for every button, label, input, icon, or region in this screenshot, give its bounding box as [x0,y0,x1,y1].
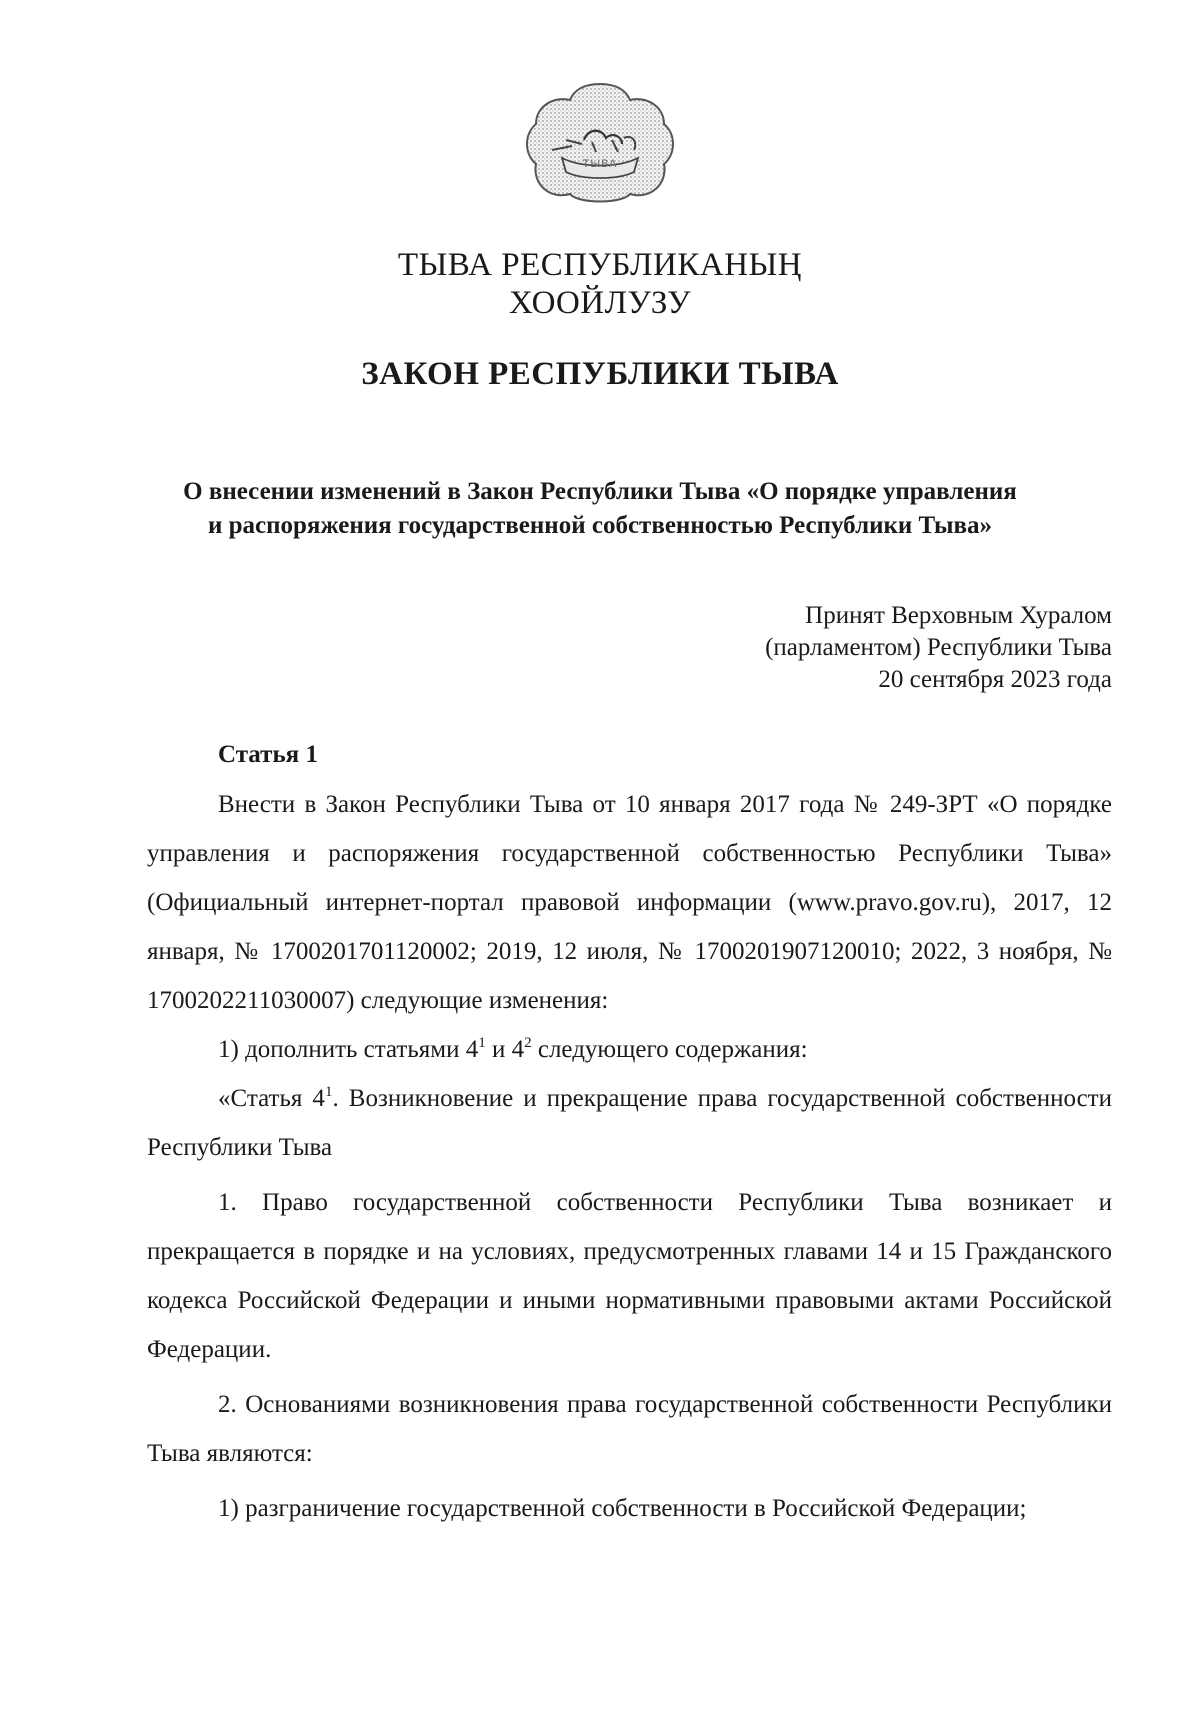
new-article-text-after: . Возникновение и прекращение права государственной собственности Республики Тыва [147,1085,1112,1161]
item1-text-middle: и 4 [485,1036,525,1063]
law-subject-line2: и распоряжения государственной собственностью Республики Тыва» [207,512,993,539]
item1-superscript-2: 2 [524,1035,532,1051]
subpoint-1: 1) разграничение государственной собственности в Российской Федерации; [218,1495,1027,1522]
point-2: 2. Основаниями возникновения права государственной собственности Республики Тыва являются: [147,1391,1112,1467]
emblem [522,80,678,208]
new-article-text-before: «Статья 4 [218,1085,325,1112]
emblem-caption: ТЫВА [582,158,618,170]
adoption-date: 20 сентября 2023 года [878,666,1112,693]
new-article-heading [147,1074,1112,1172]
new-article-superscript: 1 [324,1084,333,1100]
amendment-item-1 [147,1025,1112,1074]
adoption-note [512,600,1112,696]
point-1: 1. Право государственной собственности Республики Тыва возникает и прекращается в порядке и на условиях, предусмотренных главами 14 и 15 Гражданского кодекса Российской Федерации и иными нормативными правовыми актами Российской Федерации. [147,1189,1112,1363]
item1-text-before: 1) дополнить статьями 4 [218,1036,479,1063]
tuvan-heading-line2: ХООЙЛУЗУ [508,285,692,321]
law-subject [100,475,1100,543]
article-title: Статья 1 [218,741,318,768]
tuva-emblem-icon [522,80,678,208]
law-subject-line1: О внесении изменений в Закон Республики Тыва «О порядке управления [183,478,1017,505]
item1-superscript-1: 1 [478,1035,486,1051]
adoption-line2: (парламентом) Республики Тыва [765,634,1112,661]
law-title: ЗАКОН РЕСПУБЛИКИ ТЫВА [361,356,839,392]
article-intro: Внести в Закон Республики Тыва от 10 января 2017 года № 249-ЗРТ «О порядке управления и распоряжения государственной собственностью Республики Тыва» (Официальный интернет-портал правовой информации (www.pravo.gov.ru), 2017, 12 января, № 1700201701120002; 2019, 12 июля, № 1700201907120010; 2022, 3 ноября, № 1700202211030007) следующие изменения: [147,791,1112,1014]
adoption-line1: Принят Верховным Хуралом [805,602,1112,629]
tuvan-heading [0,246,1200,322]
law-body [147,730,1112,1533]
tuvan-heading-line1: ТЫВА РЕСПУБЛИКАНЫҢ [397,247,803,283]
item1-text-after: следующего содержания: [531,1036,808,1063]
